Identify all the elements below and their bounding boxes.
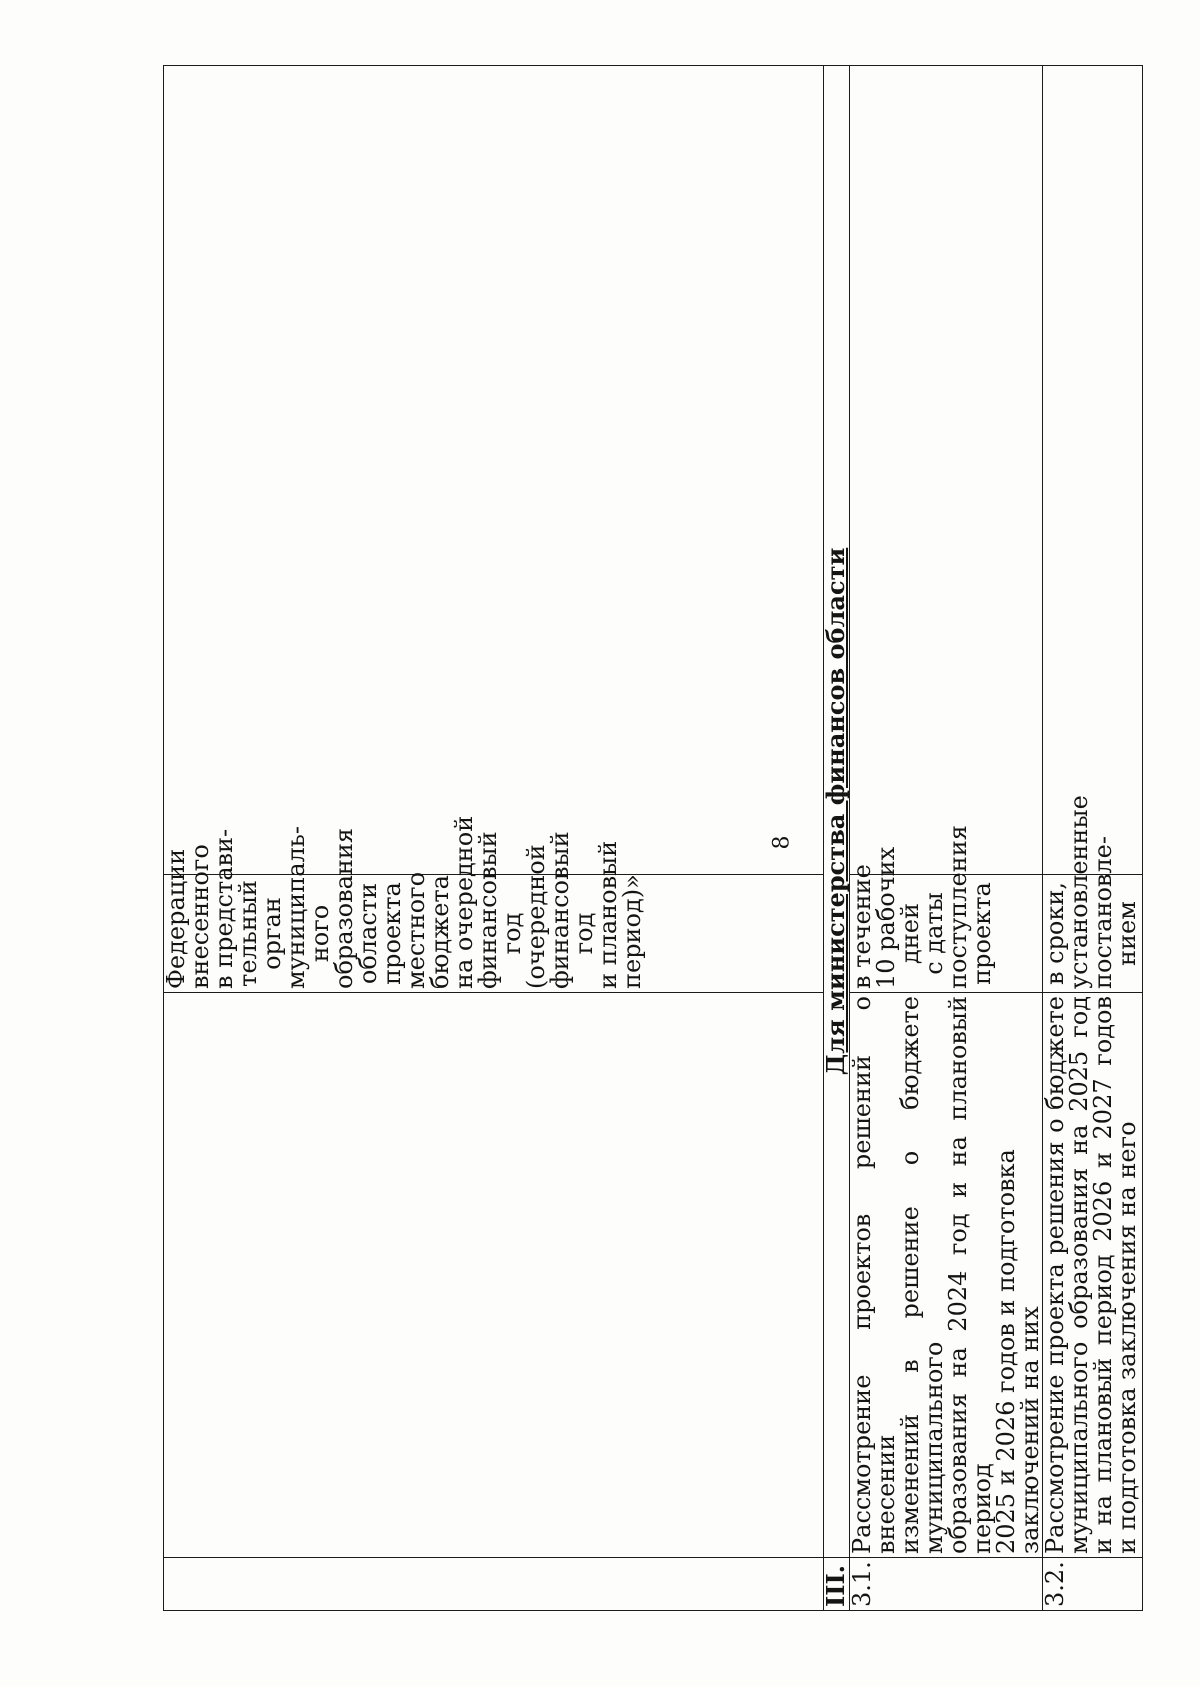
row-description xyxy=(1043,993,1143,1558)
term-line: финансовый xyxy=(474,831,502,989)
term-line: финансовый xyxy=(546,831,574,989)
rotated-table-frame xyxy=(162,65,1141,1611)
row-number: 3.1. xyxy=(850,1558,1043,1611)
description-line: и на плановый период 2026 и 2027 годов xyxy=(1089,996,1117,1554)
row-term xyxy=(848,825,1043,993)
term-line: проекта xyxy=(968,882,996,985)
page-number: 8 xyxy=(769,835,795,850)
term-line: в представи- xyxy=(210,828,238,989)
section-title: Для министерства финансов области xyxy=(824,66,850,1558)
term-line: период)» xyxy=(618,874,646,989)
description-line: Рассмотрение проекта решения о бюджете xyxy=(1041,996,1069,1554)
term-line: (очередной xyxy=(522,844,550,989)
table-cell-term xyxy=(162,815,824,993)
term-line: установленные xyxy=(1065,795,1093,989)
term-line: постановле- xyxy=(1089,836,1117,989)
term-line: нием xyxy=(1113,901,1141,966)
table-cell-empty xyxy=(850,66,1043,875)
description-line: 2025 и 2026 годов и подготовка заключений на них xyxy=(992,1149,1044,1554)
term-line: на очередной xyxy=(450,815,478,989)
term-line: в течение xyxy=(848,864,876,989)
description-line: Рассмотрение проектов решений о внесении xyxy=(848,996,900,1554)
table-cell-name-empty xyxy=(164,993,824,1558)
row-term xyxy=(1041,795,1143,993)
term-line: 10 рабочих xyxy=(872,846,900,989)
term-line: год xyxy=(570,912,598,955)
term-line: поступления xyxy=(944,825,972,989)
description-line: образования на 2024 год и на плановый период xyxy=(944,996,996,1554)
term-line: области xyxy=(354,882,382,985)
term-line: муниципаль- xyxy=(282,826,310,989)
table-row xyxy=(1043,66,1143,1611)
section-row xyxy=(824,66,850,1611)
row-description xyxy=(850,993,1043,1558)
table-row xyxy=(850,66,1043,1611)
term-line: дней xyxy=(896,903,924,964)
term-line: с даты xyxy=(920,892,948,975)
term-line: образования xyxy=(330,827,358,989)
description-line: муниципального образования на 2025 год xyxy=(1065,996,1093,1554)
table-cell-empty xyxy=(1043,66,1143,875)
term-line: Федерации xyxy=(162,848,190,989)
term-line: тельный xyxy=(234,880,262,987)
term-line: ного xyxy=(306,904,334,963)
table-row xyxy=(164,66,824,1611)
description-line: изменений в решение о бюджете муниципального xyxy=(896,996,948,1554)
term-line: и плановый xyxy=(594,840,622,989)
term-line: год xyxy=(498,912,526,955)
row-number: 3.2. xyxy=(1043,1558,1143,1611)
description-line: и подготовка заключения на него xyxy=(1113,1121,1141,1554)
term-line: в сроки, xyxy=(1041,881,1069,986)
term-line: внесенного xyxy=(186,844,214,989)
schedule-table xyxy=(163,65,1143,1611)
table-cell-number-empty xyxy=(164,1558,824,1611)
term-line: бюджета xyxy=(426,875,454,989)
section-number: III. xyxy=(824,1558,850,1611)
table-cell-empty xyxy=(164,66,824,875)
term-line: орган xyxy=(258,897,286,970)
term-line: местного xyxy=(402,871,430,989)
term-line: проекта xyxy=(378,882,406,985)
